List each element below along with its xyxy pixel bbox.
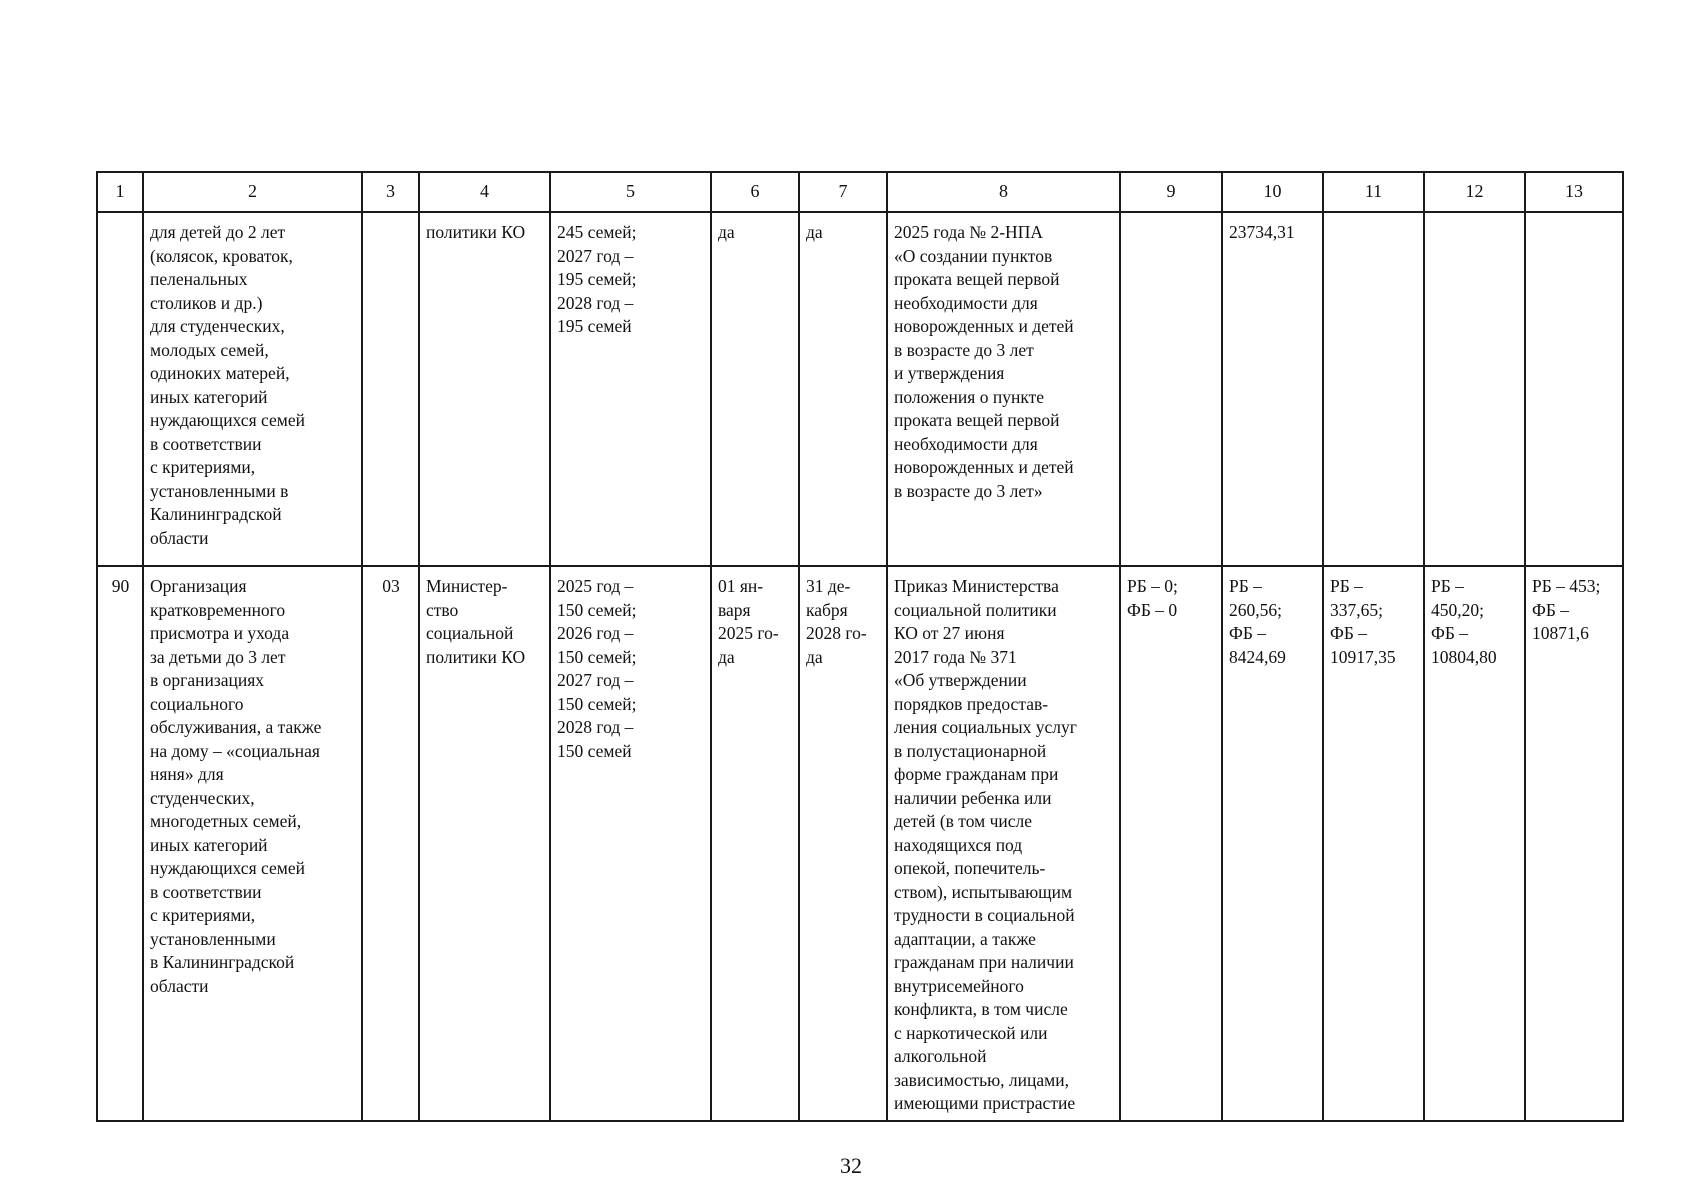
funding-2027-cell: РБ – 337,65; ФБ – 10917,35 [1323, 566, 1424, 1121]
funding-2025-cell [1120, 212, 1222, 566]
legal-act-cell: Приказ Министерства социальной политики КО от 27 июня 2017 года № 371 «Об утверждении порядков предостав- ления социальных услуг в полустационарной форме гражданам при наличии ребенка или детей (в том числе находящихся под опекой, попечитель- ством), испытывающим трудности в социальной адаптации, а также гражданам при наличии внутрисемейного конфликта, в том числе с наркотической или алкогольной зависимостью, лицами, имеющими пристрастие [887, 566, 1120, 1121]
funding-2028-cell: РБ – 450,20; ФБ – 10804,80 [1424, 566, 1525, 1121]
legal-act-cell: 2025 года № 2-НПА «О создании пунктов проката вещей первой необходимости для новорожденных и детей в возрасте до 3 лет и утверждения положения о пункте проката вещей первой необходимости для новорожденных и детей в возрасте до 3 лет» [887, 212, 1120, 566]
column-header: 5 [550, 172, 711, 212]
column-header: 2 [143, 172, 362, 212]
funding-2025-cell: РБ – 0; ФБ – 0 [1120, 566, 1222, 1121]
column-header: 10 [1222, 172, 1323, 212]
page-number: 32 [840, 1153, 862, 1178]
end-date-cell: да [799, 212, 887, 566]
table-row-continuation [97, 212, 1623, 566]
row-number-cell [97, 212, 143, 566]
start-date-cell: да [711, 212, 799, 566]
column-number-header-row [97, 172, 1623, 212]
measure-name-cell: для детей до 2 лет (колясок, кроваток, пеленальных столиков и др.) для студенческих, молодых семей, одиноких матерей, иных категорий нуждающихся семей в соответствии с критериями, установленными в Калининградской области [143, 212, 362, 566]
column-header: 9 [1120, 172, 1222, 212]
funding-2029-cell [1525, 212, 1623, 566]
funding-2028-cell [1424, 212, 1525, 566]
code-cell [362, 212, 419, 566]
funding-2026-cell: РБ – 260,56; ФБ – 8424,69 [1222, 566, 1323, 1121]
column-header: 11 [1323, 172, 1424, 212]
document-table-container [96, 171, 1622, 1128]
column-header: 8 [887, 172, 1120, 212]
funding-2029-cell: РБ – 453; ФБ – 10871,6 [1525, 566, 1623, 1121]
program-measures-table [96, 171, 1624, 1122]
end-date-cell: 31 де- кабря 2028 го- да [799, 566, 887, 1121]
column-header: 13 [1525, 172, 1623, 212]
code-cell: 03 [362, 566, 419, 1121]
table-row-90 [97, 566, 1623, 1121]
column-header: 6 [711, 172, 799, 212]
funding-2027-cell [1323, 212, 1424, 566]
column-header: 3 [362, 172, 419, 212]
indicator-cell: 2025 год – 150 семей; 2026 год – 150 семей; 2027 год – 150 семей; 2028 год – 150 семей [550, 566, 711, 1121]
column-header: 7 [799, 172, 887, 212]
column-header: 4 [419, 172, 550, 212]
indicator-cell: 245 семей; 2027 год – 195 семей; 2028 год – 195 семей [550, 212, 711, 566]
responsible-cell: Министер- ство социальной политики КО [419, 566, 550, 1121]
funding-2026-cell: 23734,31 [1222, 212, 1323, 566]
start-date-cell: 01 ян- варя 2025 го- да [711, 566, 799, 1121]
column-header: 1 [97, 172, 143, 212]
measure-name-cell: Организация кратковременного присмотра и ухода за детьми до 3 лет в организациях социального обслуживания, а также на дому – «социальная няня» для студенческих, многодетных семей, иных категорий нуждающихся семей в соответствии с критериями, установленными в Калининградской области [143, 566, 362, 1121]
row-number-cell: 90 [97, 566, 143, 1121]
responsible-cell: политики КО [419, 212, 550, 566]
column-header: 12 [1424, 172, 1525, 212]
